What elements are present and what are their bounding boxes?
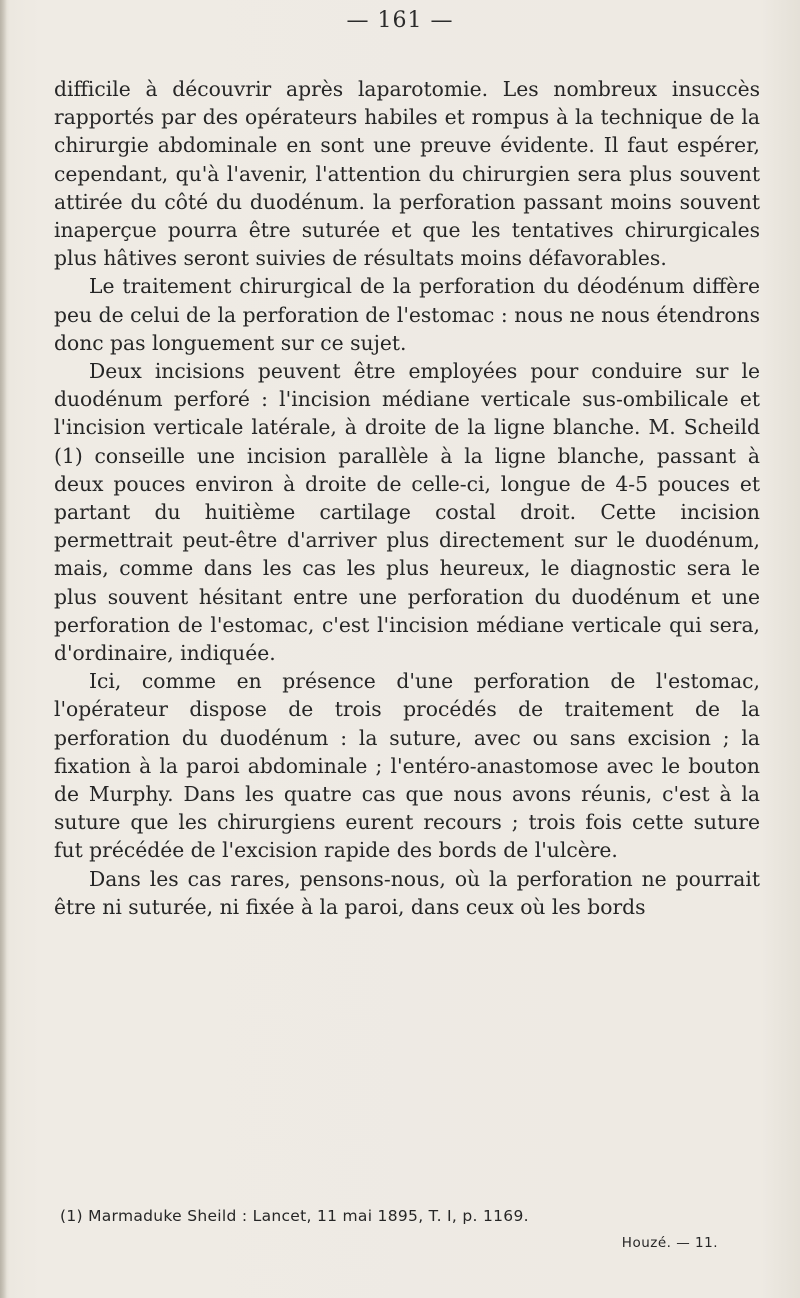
signature-mark: Houzé. — 11. bbox=[621, 1235, 718, 1251]
page-binding-shadow bbox=[0, 0, 7, 1298]
paragraph-3: Deux incisions peuvent être employées pour conduire sur le duodénum perforé : l'incision médiane verticale sus-ombilicale et l'incision verticale latérale, à droite de la ligne blanche. M. Scheild (1) conseille une incision parallèle à la ligne blanche, passant à deux pouces environ à droite de celle-ci, longue de 4-5 pouces et partant du huitième cartilage costal droit. Cette incision permettrait peut-être d'arriver plus directement sur le duodénum, mais, comme dans les cas les plus heureux, le diagnostic sera le plus souvent hésitant entre une perforation du duodénum et une perforation de l'estomac, c'est l'incision médiane verticale qui sera, d'ordinaire, indiquée. bbox=[54, 359, 760, 666]
paragraph-2: Le traitement chirurgical de la perforation du déodénum diffère peu de celui de la perforation de l'estomac : nous ne nous étendrons donc pas longuement sur ce sujet. bbox=[54, 274, 760, 355]
footnote: (1) Marmaduke Sheild : Lancet, 11 mai 1895, T. I, p. 1169. bbox=[60, 1207, 529, 1225]
paragraph-1: difficile à découvrir après laparotomie. Les nombreux insuccès rapportés par des opérateurs habiles et rompus à la technique de la chirurgie abdominale en sont une preuve évidente. Il faut espérer, cependant, qu'à l'avenir, l'attention du chirurgien sera plus souvent attirée du côté du duodénum. la perforation passant moins souvent inaperçue pourra être suturée et que les tentatives chirurgicales plus hâtives seront suivies de résultats moins défavorables. bbox=[54, 77, 760, 271]
body-text bbox=[54, 75, 760, 921]
page-number: — 161 — bbox=[346, 8, 454, 33]
paragraph-5: Dans les cas rares, pensons-nous, où la perforation ne pourrait être ni suturée, ni fixée à la paroi, dans ceux où les bords bbox=[54, 866, 760, 919]
paragraph-4: Ici, comme en présence d'une perforation de l'estomac, l'opérateur dispose de trois procédés de traitement de la perforation du duodénum : la suture, avec ou sans excision ; la fixation à la paroi abdominale ; l'entéro-anastomose avec le bouton de Murphy. Dans les quatre cas que nous avons réunis, c'est à la suture que les chirurgiens eurent recours ; trois fois cette suture fut précédée de l'excision rapide des bords de l'ulcère. bbox=[54, 669, 760, 863]
